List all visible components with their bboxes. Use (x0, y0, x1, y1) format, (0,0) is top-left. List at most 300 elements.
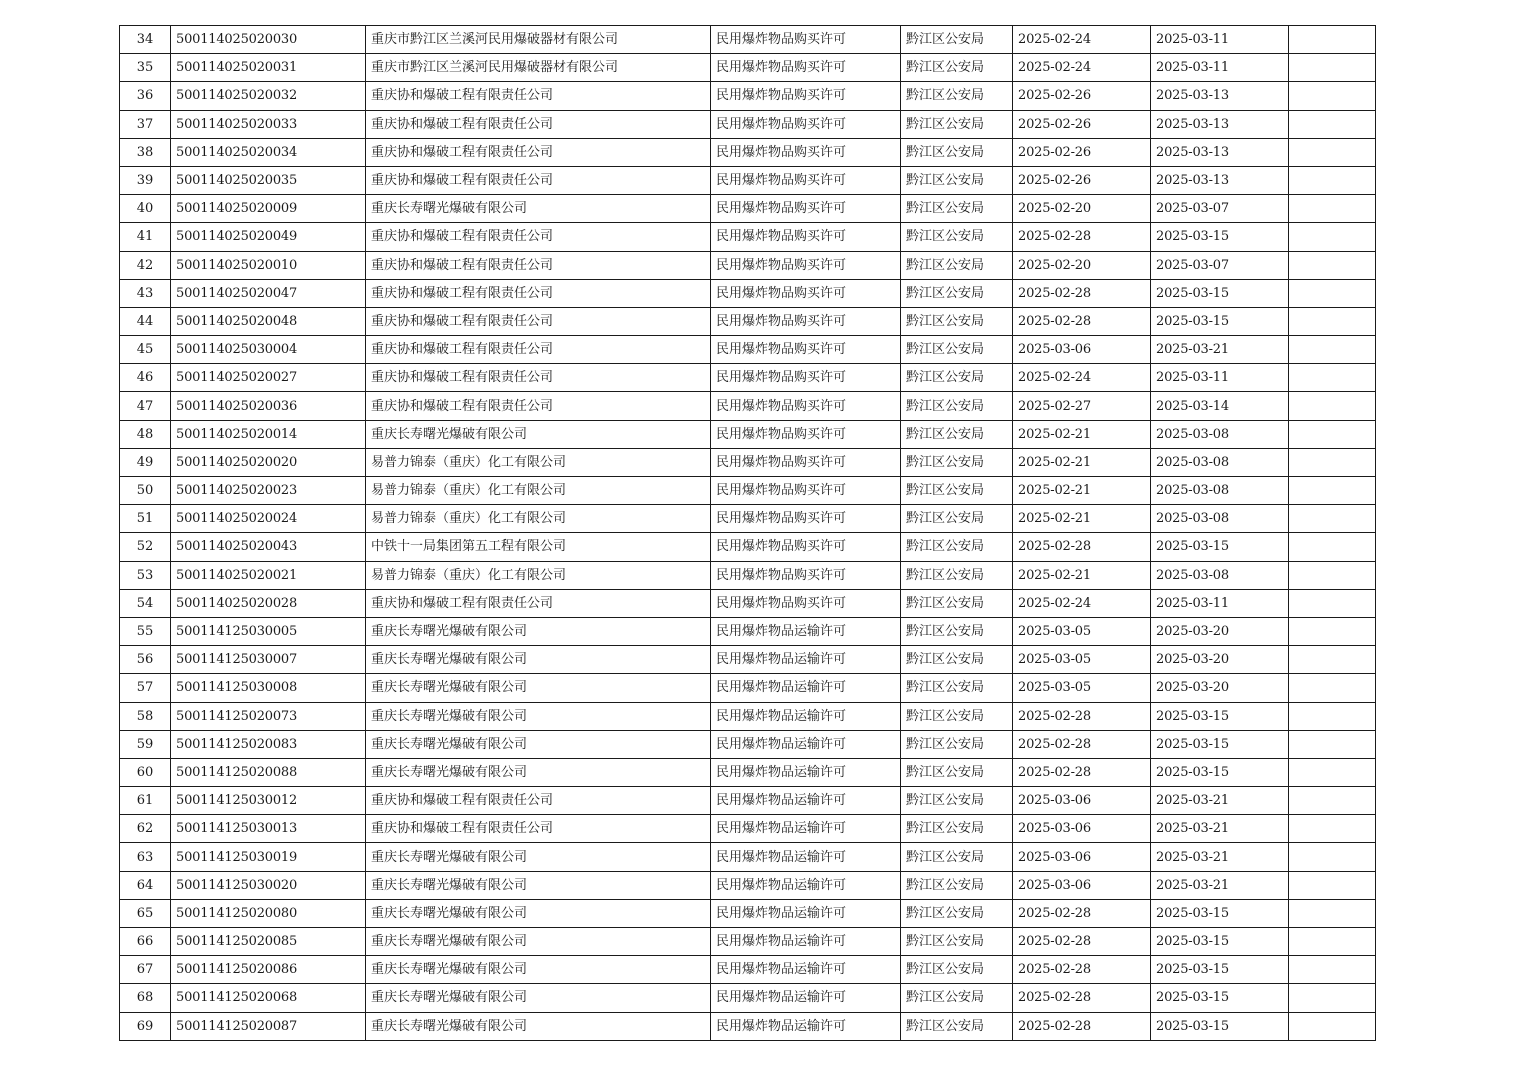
permit-code-cell: 500114125020073 (171, 702, 366, 730)
permit-type-cell: 民用爆炸物品运输许可 (711, 702, 901, 730)
issue-date-cell: 2025-02-21 (1013, 420, 1151, 448)
table-row (120, 251, 1376, 279)
issuing-authority-cell: 黔江区公安局 (901, 448, 1013, 476)
issue-date-cell: 2025-02-28 (1013, 928, 1151, 956)
remarks-cell (1289, 843, 1376, 871)
remarks-cell (1289, 251, 1376, 279)
remarks-cell (1289, 984, 1376, 1012)
expiry-date-cell: 2025-03-13 (1151, 110, 1289, 138)
company-name-cell: 重庆长寿曙光爆破有限公司 (366, 758, 711, 786)
serial-number-cell: 42 (120, 251, 171, 279)
issuing-authority-cell: 黔江区公安局 (901, 195, 1013, 223)
issue-date-cell: 2025-02-26 (1013, 110, 1151, 138)
issue-date-cell: 2025-03-05 (1013, 674, 1151, 702)
table-row (120, 758, 1376, 786)
table-row (120, 702, 1376, 730)
table-row (120, 82, 1376, 110)
permit-code-cell: 500114025020028 (171, 589, 366, 617)
table-row (120, 730, 1376, 758)
remarks-cell (1289, 336, 1376, 364)
expiry-date-cell: 2025-03-07 (1151, 195, 1289, 223)
serial-number-cell: 45 (120, 336, 171, 364)
expiry-date-cell: 2025-03-07 (1151, 251, 1289, 279)
remarks-cell (1289, 223, 1376, 251)
permit-code-cell: 500114025020021 (171, 561, 366, 589)
company-name-cell: 重庆长寿曙光爆破有限公司 (366, 984, 711, 1012)
permit-type-cell: 民用爆炸物品购买许可 (711, 54, 901, 82)
permit-code-cell: 500114125030020 (171, 871, 366, 899)
permit-code-cell: 500114125030013 (171, 815, 366, 843)
issue-date-cell: 2025-02-21 (1013, 477, 1151, 505)
issue-date-cell: 2025-02-28 (1013, 307, 1151, 335)
permit-code-cell: 500114025020048 (171, 307, 366, 335)
permit-code-cell: 500114125020083 (171, 730, 366, 758)
remarks-cell (1289, 392, 1376, 420)
remarks-cell (1289, 364, 1376, 392)
permit-type-cell: 民用爆炸物品购买许可 (711, 589, 901, 617)
expiry-date-cell: 2025-03-08 (1151, 420, 1289, 448)
permit-type-cell: 民用爆炸物品购买许可 (711, 251, 901, 279)
serial-number-cell: 48 (120, 420, 171, 448)
serial-number-cell: 68 (120, 984, 171, 1012)
permit-type-cell: 民用爆炸物品购买许可 (711, 26, 901, 54)
expiry-date-cell: 2025-03-15 (1151, 223, 1289, 251)
expiry-date-cell: 2025-03-15 (1151, 984, 1289, 1012)
issue-date-cell: 2025-03-06 (1013, 336, 1151, 364)
permit-type-cell: 民用爆炸物品购买许可 (711, 420, 901, 448)
permit-code-cell: 500114025020030 (171, 26, 366, 54)
issue-date-cell: 2025-02-24 (1013, 26, 1151, 54)
permit-code-cell: 500114125020080 (171, 899, 366, 927)
serial-number-cell: 46 (120, 364, 171, 392)
remarks-cell (1289, 1012, 1376, 1040)
permit-type-cell: 民用爆炸物品购买许可 (711, 477, 901, 505)
issuing-authority-cell: 黔江区公安局 (901, 505, 1013, 533)
serial-number-cell: 63 (120, 843, 171, 871)
permit-type-cell: 民用爆炸物品运输许可 (711, 815, 901, 843)
issuing-authority-cell: 黔江区公安局 (901, 533, 1013, 561)
permit-code-cell: 500114025020009 (171, 195, 366, 223)
issuing-authority-cell: 黔江区公安局 (901, 871, 1013, 899)
permit-type-cell: 民用爆炸物品运输许可 (711, 646, 901, 674)
permit-type-cell: 民用爆炸物品购买许可 (711, 336, 901, 364)
issue-date-cell: 2025-02-21 (1013, 505, 1151, 533)
issue-date-cell: 2025-02-24 (1013, 589, 1151, 617)
permit-type-cell: 民用爆炸物品购买许可 (711, 364, 901, 392)
permit-type-cell: 民用爆炸物品运输许可 (711, 871, 901, 899)
table-row (120, 505, 1376, 533)
remarks-cell (1289, 54, 1376, 82)
permit-code-cell: 500114025020020 (171, 448, 366, 476)
expiry-date-cell: 2025-03-21 (1151, 336, 1289, 364)
remarks-cell (1289, 956, 1376, 984)
remarks-cell (1289, 787, 1376, 815)
permit-type-cell: 民用爆炸物品购买许可 (711, 448, 901, 476)
remarks-cell (1289, 82, 1376, 110)
issuing-authority-cell: 黔江区公安局 (901, 223, 1013, 251)
expiry-date-cell: 2025-03-13 (1151, 82, 1289, 110)
expiry-date-cell: 2025-03-08 (1151, 561, 1289, 589)
expiry-date-cell: 2025-03-15 (1151, 899, 1289, 927)
expiry-date-cell: 2025-03-11 (1151, 364, 1289, 392)
issuing-authority-cell: 黔江区公安局 (901, 110, 1013, 138)
issuing-authority-cell: 黔江区公安局 (901, 561, 1013, 589)
issuing-authority-cell: 黔江区公安局 (901, 928, 1013, 956)
company-name-cell: 重庆协和爆破工程有限责任公司 (366, 166, 711, 194)
company-name-cell: 重庆市黔江区兰溪河民用爆破器材有限公司 (366, 26, 711, 54)
serial-number-cell: 35 (120, 54, 171, 82)
table-row (120, 617, 1376, 645)
table-row (120, 589, 1376, 617)
remarks-cell (1289, 899, 1376, 927)
expiry-date-cell: 2025-03-21 (1151, 843, 1289, 871)
table-row (120, 420, 1376, 448)
remarks-cell (1289, 166, 1376, 194)
issue-date-cell: 2025-02-28 (1013, 984, 1151, 1012)
remarks-cell (1289, 110, 1376, 138)
serial-number-cell: 57 (120, 674, 171, 702)
company-name-cell: 重庆长寿曙光爆破有限公司 (366, 899, 711, 927)
issuing-authority-cell: 黔江区公安局 (901, 815, 1013, 843)
table-row (120, 674, 1376, 702)
issue-date-cell: 2025-02-28 (1013, 702, 1151, 730)
expiry-date-cell: 2025-03-08 (1151, 505, 1289, 533)
serial-number-cell: 36 (120, 82, 171, 110)
permit-type-cell: 民用爆炸物品购买许可 (711, 82, 901, 110)
serial-number-cell: 53 (120, 561, 171, 589)
remarks-cell (1289, 195, 1376, 223)
permit-type-cell: 民用爆炸物品购买许可 (711, 223, 901, 251)
permit-code-cell: 500114125030007 (171, 646, 366, 674)
company-name-cell: 重庆协和爆破工程有限责任公司 (366, 223, 711, 251)
permit-code-cell: 500114025020043 (171, 533, 366, 561)
permit-type-cell: 民用爆炸物品运输许可 (711, 899, 901, 927)
permit-type-cell: 民用爆炸物品运输许可 (711, 956, 901, 984)
table-row (120, 843, 1376, 871)
expiry-date-cell: 2025-03-08 (1151, 477, 1289, 505)
table-row (120, 307, 1376, 335)
issue-date-cell: 2025-03-06 (1013, 871, 1151, 899)
company-name-cell: 重庆长寿曙光爆破有限公司 (366, 843, 711, 871)
table-row (120, 1012, 1376, 1040)
issuing-authority-cell: 黔江区公安局 (901, 730, 1013, 758)
table-row (120, 815, 1376, 843)
company-name-cell: 重庆长寿曙光爆破有限公司 (366, 617, 711, 645)
issue-date-cell: 2025-02-26 (1013, 82, 1151, 110)
issuing-authority-cell: 黔江区公安局 (901, 392, 1013, 420)
company-name-cell: 易普力锦泰（重庆）化工有限公司 (366, 505, 711, 533)
expiry-date-cell: 2025-03-13 (1151, 138, 1289, 166)
table-row (120, 166, 1376, 194)
expiry-date-cell: 2025-03-20 (1151, 617, 1289, 645)
serial-number-cell: 37 (120, 110, 171, 138)
issue-date-cell: 2025-02-21 (1013, 561, 1151, 589)
issuing-authority-cell: 黔江区公安局 (901, 82, 1013, 110)
permit-code-cell: 500114125030019 (171, 843, 366, 871)
table-row (120, 138, 1376, 166)
permit-type-cell: 民用爆炸物品购买许可 (711, 166, 901, 194)
remarks-cell (1289, 730, 1376, 758)
issue-date-cell: 2025-02-24 (1013, 364, 1151, 392)
permit-code-cell: 500114025020032 (171, 82, 366, 110)
issuing-authority-cell: 黔江区公安局 (901, 279, 1013, 307)
issuing-authority-cell: 黔江区公安局 (901, 420, 1013, 448)
company-name-cell: 重庆协和爆破工程有限责任公司 (366, 251, 711, 279)
permit-code-cell: 500114025020033 (171, 110, 366, 138)
issue-date-cell: 2025-02-27 (1013, 392, 1151, 420)
permit-type-cell: 民用爆炸物品运输许可 (711, 984, 901, 1012)
serial-number-cell: 49 (120, 448, 171, 476)
table-row (120, 336, 1376, 364)
issuing-authority-cell: 黔江区公安局 (901, 251, 1013, 279)
permit-type-cell: 民用爆炸物品购买许可 (711, 505, 901, 533)
serial-number-cell: 60 (120, 758, 171, 786)
issue-date-cell: 2025-03-06 (1013, 787, 1151, 815)
issuing-authority-cell: 黔江区公安局 (901, 166, 1013, 194)
permit-type-cell: 民用爆炸物品运输许可 (711, 1012, 901, 1040)
remarks-cell (1289, 26, 1376, 54)
expiry-date-cell: 2025-03-15 (1151, 758, 1289, 786)
issue-date-cell: 2025-03-05 (1013, 646, 1151, 674)
serial-number-cell: 55 (120, 617, 171, 645)
issue-date-cell: 2025-02-26 (1013, 166, 1151, 194)
expiry-date-cell: 2025-03-15 (1151, 702, 1289, 730)
remarks-cell (1289, 420, 1376, 448)
serial-number-cell: 52 (120, 533, 171, 561)
permit-type-cell: 民用爆炸物品购买许可 (711, 279, 901, 307)
table-row (120, 110, 1376, 138)
company-name-cell: 重庆协和爆破工程有限责任公司 (366, 307, 711, 335)
remarks-cell (1289, 307, 1376, 335)
permit-code-cell: 500114025020034 (171, 138, 366, 166)
table-row (120, 195, 1376, 223)
issuing-authority-cell: 黔江区公安局 (901, 477, 1013, 505)
company-name-cell: 重庆长寿曙光爆破有限公司 (366, 702, 711, 730)
company-name-cell: 重庆长寿曙光爆破有限公司 (366, 195, 711, 223)
permit-type-cell: 民用爆炸物品购买许可 (711, 307, 901, 335)
issuing-authority-cell: 黔江区公安局 (901, 646, 1013, 674)
serial-number-cell: 39 (120, 166, 171, 194)
expiry-date-cell: 2025-03-11 (1151, 589, 1289, 617)
serial-number-cell: 61 (120, 787, 171, 815)
issue-date-cell: 2025-03-06 (1013, 815, 1151, 843)
company-name-cell: 重庆长寿曙光爆破有限公司 (366, 646, 711, 674)
issue-date-cell: 2025-02-26 (1013, 138, 1151, 166)
table-row (120, 956, 1376, 984)
issue-date-cell: 2025-02-20 (1013, 251, 1151, 279)
permit-code-cell: 500114025020027 (171, 364, 366, 392)
serial-number-cell: 44 (120, 307, 171, 335)
issuing-authority-cell: 黔江区公安局 (901, 899, 1013, 927)
serial-number-cell: 41 (120, 223, 171, 251)
remarks-cell (1289, 928, 1376, 956)
expiry-date-cell: 2025-03-11 (1151, 54, 1289, 82)
table-row (120, 561, 1376, 589)
issuing-authority-cell: 黔江区公安局 (901, 1012, 1013, 1040)
expiry-date-cell: 2025-03-08 (1151, 448, 1289, 476)
permit-type-cell: 民用爆炸物品购买许可 (711, 392, 901, 420)
expiry-date-cell: 2025-03-14 (1151, 392, 1289, 420)
serial-number-cell: 58 (120, 702, 171, 730)
permit-type-cell: 民用爆炸物品运输许可 (711, 928, 901, 956)
issuing-authority-cell: 黔江区公安局 (901, 758, 1013, 786)
expiry-date-cell: 2025-03-20 (1151, 674, 1289, 702)
company-name-cell: 重庆协和爆破工程有限责任公司 (366, 82, 711, 110)
permit-code-cell: 500114125030012 (171, 787, 366, 815)
company-name-cell: 重庆长寿曙光爆破有限公司 (366, 674, 711, 702)
company-name-cell: 重庆协和爆破工程有限责任公司 (366, 392, 711, 420)
permit-code-cell: 500114125030005 (171, 617, 366, 645)
issuing-authority-cell: 黔江区公安局 (901, 787, 1013, 815)
expiry-date-cell: 2025-03-21 (1151, 815, 1289, 843)
table-row (120, 646, 1376, 674)
issuing-authority-cell: 黔江区公安局 (901, 843, 1013, 871)
permit-type-cell: 民用爆炸物品运输许可 (711, 674, 901, 702)
permit-code-cell: 500114025020023 (171, 477, 366, 505)
permit-type-cell: 民用爆炸物品购买许可 (711, 561, 901, 589)
serial-number-cell: 64 (120, 871, 171, 899)
company-name-cell: 重庆协和爆破工程有限责任公司 (366, 364, 711, 392)
serial-number-cell: 47 (120, 392, 171, 420)
issue-date-cell: 2025-02-28 (1013, 223, 1151, 251)
company-name-cell: 重庆协和爆破工程有限责任公司 (366, 815, 711, 843)
remarks-cell (1289, 758, 1376, 786)
company-name-cell: 重庆协和爆破工程有限责任公司 (366, 787, 711, 815)
issue-date-cell: 2025-02-28 (1013, 279, 1151, 307)
remarks-cell (1289, 589, 1376, 617)
serial-number-cell: 34 (120, 26, 171, 54)
permit-code-cell: 500114025020031 (171, 54, 366, 82)
permit-code-cell: 500114125030008 (171, 674, 366, 702)
issue-date-cell: 2025-02-28 (1013, 758, 1151, 786)
permit-table-body (120, 26, 1376, 1041)
remarks-cell (1289, 505, 1376, 533)
expiry-date-cell: 2025-03-13 (1151, 166, 1289, 194)
permit-code-cell: 500114025030004 (171, 336, 366, 364)
serial-number-cell: 66 (120, 928, 171, 956)
serial-number-cell: 54 (120, 589, 171, 617)
serial-number-cell: 51 (120, 505, 171, 533)
permit-code-cell: 500114125020068 (171, 984, 366, 1012)
serial-number-cell: 50 (120, 477, 171, 505)
table-row (120, 899, 1376, 927)
serial-number-cell: 69 (120, 1012, 171, 1040)
serial-number-cell: 38 (120, 138, 171, 166)
company-name-cell: 重庆长寿曙光爆破有限公司 (366, 928, 711, 956)
issuing-authority-cell: 黔江区公安局 (901, 617, 1013, 645)
company-name-cell: 重庆长寿曙光爆破有限公司 (366, 730, 711, 758)
table-row (120, 392, 1376, 420)
remarks-cell (1289, 646, 1376, 674)
permit-code-cell: 500114025020049 (171, 223, 366, 251)
company-name-cell: 重庆协和爆破工程有限责任公司 (366, 138, 711, 166)
expiry-date-cell: 2025-03-15 (1151, 279, 1289, 307)
company-name-cell: 重庆长寿曙光爆破有限公司 (366, 420, 711, 448)
table-row (120, 928, 1376, 956)
company-name-cell: 易普力锦泰（重庆）化工有限公司 (366, 561, 711, 589)
remarks-cell (1289, 617, 1376, 645)
table-row (120, 533, 1376, 561)
permit-table (119, 25, 1376, 1041)
table-row (120, 279, 1376, 307)
remarks-cell (1289, 533, 1376, 561)
remarks-cell (1289, 674, 1376, 702)
permit-type-cell: 民用爆炸物品购买许可 (711, 138, 901, 166)
issue-date-cell: 2025-02-20 (1013, 195, 1151, 223)
serial-number-cell: 59 (120, 730, 171, 758)
issuing-authority-cell: 黔江区公安局 (901, 702, 1013, 730)
issuing-authority-cell: 黔江区公安局 (901, 336, 1013, 364)
company-name-cell: 重庆长寿曙光爆破有限公司 (366, 1012, 711, 1040)
permit-code-cell: 500114125020087 (171, 1012, 366, 1040)
issuing-authority-cell: 黔江区公安局 (901, 589, 1013, 617)
remarks-cell (1289, 448, 1376, 476)
company-name-cell: 重庆协和爆破工程有限责任公司 (366, 279, 711, 307)
issue-date-cell: 2025-03-06 (1013, 843, 1151, 871)
expiry-date-cell: 2025-03-15 (1151, 928, 1289, 956)
serial-number-cell: 65 (120, 899, 171, 927)
company-name-cell: 重庆协和爆破工程有限责任公司 (366, 336, 711, 364)
issuing-authority-cell: 黔江区公安局 (901, 307, 1013, 335)
permit-type-cell: 民用爆炸物品运输许可 (711, 758, 901, 786)
permit-code-cell: 500114125020088 (171, 758, 366, 786)
issue-date-cell: 2025-02-28 (1013, 956, 1151, 984)
issuing-authority-cell: 黔江区公安局 (901, 54, 1013, 82)
permit-type-cell: 民用爆炸物品购买许可 (711, 110, 901, 138)
permit-type-cell: 民用爆炸物品运输许可 (711, 787, 901, 815)
permit-code-cell: 500114025020035 (171, 166, 366, 194)
remarks-cell (1289, 871, 1376, 899)
permit-code-cell: 500114125020086 (171, 956, 366, 984)
permit-code-cell: 500114025020010 (171, 251, 366, 279)
expiry-date-cell: 2025-03-15 (1151, 956, 1289, 984)
company-name-cell: 重庆市黔江区兰溪河民用爆破器材有限公司 (366, 54, 711, 82)
permit-code-cell: 500114025020014 (171, 420, 366, 448)
serial-number-cell: 62 (120, 815, 171, 843)
permit-type-cell: 民用爆炸物品运输许可 (711, 730, 901, 758)
table-row (120, 223, 1376, 251)
expiry-date-cell: 2025-03-15 (1151, 1012, 1289, 1040)
serial-number-cell: 40 (120, 195, 171, 223)
table-row (120, 477, 1376, 505)
permit-code-cell: 500114025020047 (171, 279, 366, 307)
remarks-cell (1289, 815, 1376, 843)
permit-type-cell: 民用爆炸物品购买许可 (711, 533, 901, 561)
table-row (120, 26, 1376, 54)
serial-number-cell: 67 (120, 956, 171, 984)
expiry-date-cell: 2025-03-15 (1151, 730, 1289, 758)
permit-type-cell: 民用爆炸物品购买许可 (711, 195, 901, 223)
issue-date-cell: 2025-02-24 (1013, 54, 1151, 82)
issuing-authority-cell: 黔江区公安局 (901, 984, 1013, 1012)
table-row (120, 871, 1376, 899)
expiry-date-cell: 2025-03-21 (1151, 787, 1289, 815)
expiry-date-cell: 2025-03-20 (1151, 646, 1289, 674)
table-row (120, 54, 1376, 82)
serial-number-cell: 43 (120, 279, 171, 307)
permit-type-cell: 民用爆炸物品运输许可 (711, 843, 901, 871)
permit-code-cell: 500114025020036 (171, 392, 366, 420)
permit-type-cell: 民用爆炸物品运输许可 (711, 617, 901, 645)
issue-date-cell: 2025-02-28 (1013, 899, 1151, 927)
issue-date-cell: 2025-02-28 (1013, 533, 1151, 561)
company-name-cell: 重庆协和爆破工程有限责任公司 (366, 589, 711, 617)
company-name-cell: 中铁十一局集团第五工程有限公司 (366, 533, 711, 561)
permit-code-cell: 500114025020024 (171, 505, 366, 533)
table-row (120, 787, 1376, 815)
expiry-date-cell: 2025-03-11 (1151, 26, 1289, 54)
remarks-cell (1289, 279, 1376, 307)
